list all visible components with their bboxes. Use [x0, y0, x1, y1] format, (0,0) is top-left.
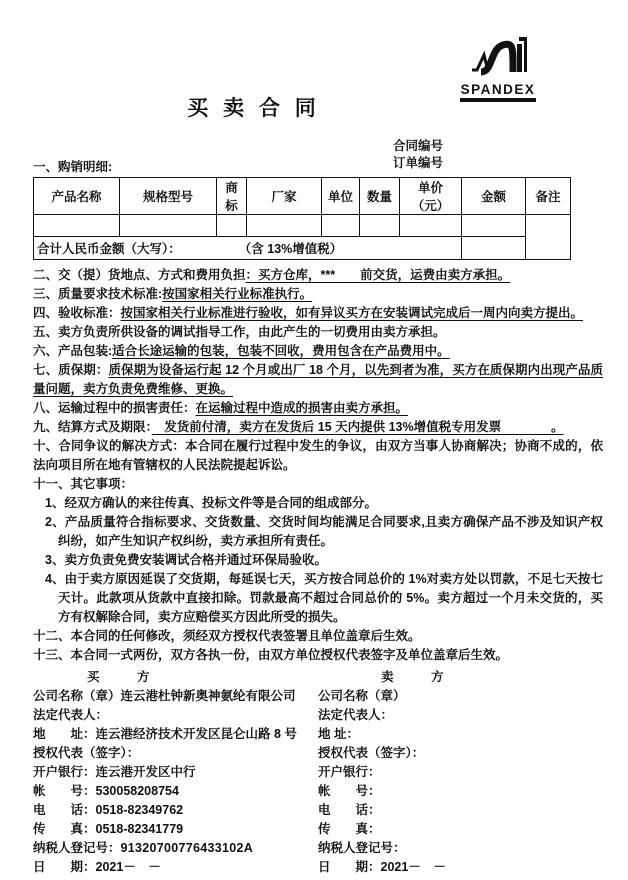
sig-row-tax-id: [33, 839, 603, 858]
sig-row-bank: [33, 763, 603, 782]
col-manufacturer: 厂家: [247, 178, 322, 215]
cell-total-amount: [462, 237, 526, 260]
clause-12: 十二、本合同的任何修改，须经双方授权代表签署且单位盖章后生效。: [33, 629, 421, 643]
col-spec-model: 规格型号: [120, 178, 217, 215]
seller-header: 卖 方: [381, 670, 444, 684]
cell-amount: [462, 215, 526, 237]
vat-note: （含 13%增值税）: [238, 242, 343, 256]
seller-address: 地 址：: [318, 727, 359, 741]
sig-row-address: [33, 725, 603, 744]
clause-4: 四、验收标准：按国家相关行业标准进行验收，如有异议买方在安装调试完成后一周内向卖方提出。: [33, 306, 584, 320]
buyer-company: 公司名称（章）连云港杜钟新奥神氨纶有限公司: [33, 689, 296, 703]
sig-row-auth-rep: [33, 744, 603, 763]
table-header-row: [34, 178, 571, 215]
clauses-section: [33, 266, 603, 665]
cell-manufacturer: [247, 215, 322, 237]
cell-remarks: [526, 215, 571, 260]
clause-5: 五、卖方负责所供设备的调试指导工作，由此产生的一切费用由卖方承担。: [33, 325, 446, 339]
order-no-label: 订单编号: [393, 156, 444, 170]
total-amount-label: 合计人民币金额（大写）：: [37, 242, 181, 256]
seller-date: 日 期：2021－ －: [318, 860, 446, 874]
buyer-fax: 传 真：0518-82341779: [33, 822, 184, 836]
buyer-bank: 开户银行：连云港开发区中行: [33, 765, 196, 779]
seller-fax: 传 真：: [318, 822, 381, 836]
sig-row-date: [33, 858, 603, 877]
buyer-tax-id: 纳税人登记号：91320700776433102A: [33, 841, 254, 855]
clause-8: 八、运输过程中的损害责任：在运输过程中造成的损害由卖方承担。: [33, 401, 409, 415]
col-unit: 单位: [322, 178, 360, 215]
col-unit-price: 单价（元）: [400, 178, 462, 215]
clause-6: 六、产品包装:适合长途运输的包装，包装不回收，费用包含在产品费用中。: [33, 344, 450, 358]
clause-11-sub-2: 2、产品质量符合指标要求、交货数量、交货时间均能满足合同要求,且卖方确保产品不涉及知识产权纠纷，如产生知识产权纠纷，卖方承担所有责任。: [45, 515, 603, 548]
buyer-phone: 电 话：0518-82349762: [33, 803, 184, 817]
col-product-name: 产品名称: [34, 178, 120, 215]
section1-heading: 一、购销明细:: [33, 160, 113, 174]
clause-11: 十一、其它事项：: [33, 477, 134, 491]
clause-11-sub-4: 4、由于卖方原因延误了交货期，每延误七天，买方按合同总价的 1%对卖方处以罚款，不足七天按七天计。此款项从货款中直接扣除。罚款最高不超过合同总价的 5%。卖方超过一个月未交货的，买方有权解除合同，卖方应赔偿买方因此所受的损失。: [45, 572, 603, 624]
clause-11-sub-1: 1、经双方确认的来往传真、投标文件等是合同的组成部分。: [45, 496, 377, 510]
clause-11-sub-3: 3、卖方负责免费安装调试合格并通过环保局验收。: [45, 553, 327, 567]
sig-row-legal-rep: [33, 706, 603, 725]
cell-quantity: [360, 215, 400, 237]
seller-phone: 电 话：: [318, 803, 381, 817]
contract-meta: [393, 138, 443, 172]
col-quantity: 数量: [360, 178, 400, 215]
seller-legal-rep: 法定代表人：: [318, 708, 394, 722]
party-headers: [33, 668, 603, 687]
buyer-header: 买 方: [87, 670, 150, 684]
items-table: [33, 177, 571, 260]
clause-9: 九、结算方式及期限： 发货前付清，卖方在发货后 15 天内提供 13%增值税专用发票 。: [33, 420, 564, 434]
clause-13: 十三、本合同一式两份，双方各执一份，由双方单位授权代表签字及单位盖章后生效。: [33, 648, 509, 662]
buyer-date: 日 期：2021－ －: [33, 860, 161, 874]
buyer-auth-rep: 授权代表（签字）：: [33, 746, 140, 760]
seller-tax-id: 纳税人登记号：: [318, 841, 406, 855]
sig-row-account: [33, 782, 603, 801]
seller-auth-rep: 授权代表（签字）：: [318, 746, 425, 760]
page-title: 买 卖 合 同: [187, 97, 319, 120]
table-row: [34, 215, 571, 237]
sig-row-phone: [33, 801, 603, 820]
clause-2: 二、交（提）货地点、方式和费用负担：买方仓库，*** 前交货，运费由卖方承担。: [33, 268, 511, 282]
seller-company: 公司名称（章）: [318, 689, 406, 703]
cell-trademark: [217, 215, 247, 237]
buyer-address: 地 址：连云港经济技术开发区昆仑山路 8 号: [33, 727, 297, 741]
clause-7: 七、质保期：质保期为设备运行起 12 个月或出厂 18 个月，以先到者为准，买方在质保期内出现产品质量问题，卖方负责免费维修、更换。: [33, 363, 603, 396]
sig-row-company: [33, 687, 603, 706]
cell-unit: [322, 215, 360, 237]
cell-spec-model: [120, 215, 217, 237]
clause-10: 十、合同争议的解决方式：本合同在履行过程中发生的争议，由双方当事人协商解决；协商不成的，依法向项目所在地有管辖权的人民法院提起诉讼。: [33, 439, 603, 472]
contract-no-label: 合同编号: [393, 139, 444, 153]
cell-unit-price: [400, 215, 462, 237]
col-amount: 金额: [462, 178, 526, 215]
sig-row-fax: [33, 820, 603, 839]
seller-account: 帐 号：: [318, 784, 381, 798]
table-total-row: [34, 237, 571, 260]
brand-name: SPANDEX: [460, 82, 536, 97]
clause-3: 三、质量要求技术标准:按国家相关行业标准执行。: [33, 287, 313, 301]
signature-section: [33, 668, 603, 877]
col-trademark: 商标: [217, 178, 247, 215]
spandex-logo-icon: [460, 36, 536, 82]
buyer-account: 帐 号：530058208754: [33, 784, 179, 798]
col-remarks: 备注: [526, 178, 571, 215]
total-cell: [34, 237, 462, 260]
buyer-legal-rep: 法定代表人：: [33, 708, 109, 722]
seller-bank: 开户银行：: [318, 765, 381, 779]
cell-product-name: [34, 215, 120, 237]
contract-body: [33, 177, 603, 877]
